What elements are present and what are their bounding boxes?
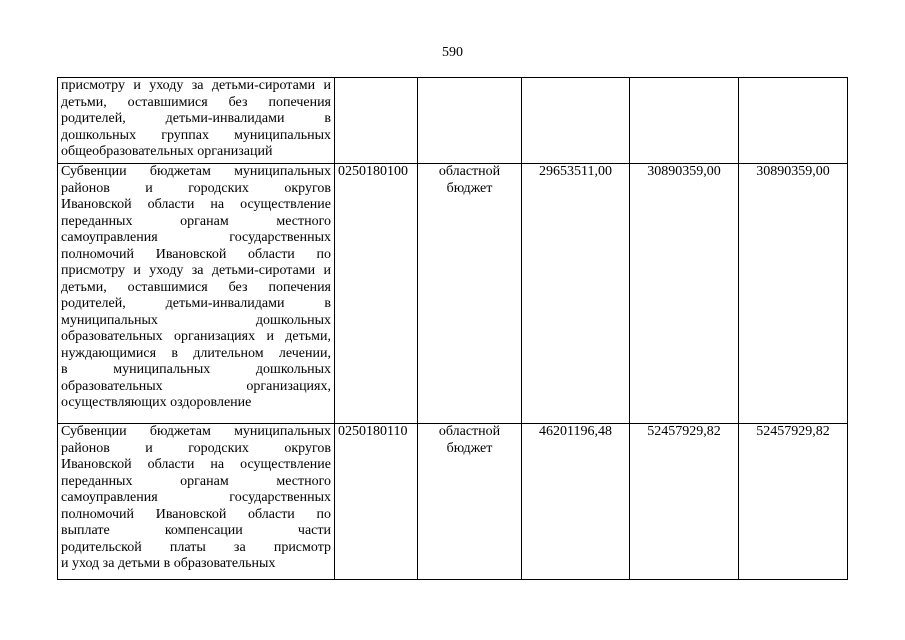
cell-name-line: в муниципальных дошкольных	[61, 362, 331, 377]
cell-name-line: образовательных организациях и детьми,	[61, 329, 331, 344]
cell-code: 0250180110	[335, 424, 418, 580]
page-number: 590	[442, 45, 463, 60]
cell-name-line: и уход за детьми в образовательных	[61, 556, 276, 571]
cell-name-line: Ивановской области на осуществление	[61, 197, 331, 212]
cell-budget-source	[418, 78, 522, 164]
cell-name	[58, 164, 335, 424]
cell-amount-3: 52457929,82	[739, 424, 848, 580]
cell-name-line: присмотру и уходу за детьми-сиротами и	[61, 78, 331, 93]
table-row	[58, 164, 848, 424]
cell-name-line: самоуправления государственных	[61, 490, 331, 505]
cell-code	[335, 78, 418, 164]
cell-name-line: детьми, оставшимися без попечения	[61, 94, 331, 110]
cell-name-line: детьми, оставшимися без попечения	[61, 279, 331, 295]
cell-name-line: родительской платы за присмотр	[61, 539, 331, 555]
cell-amount-2: 52457929,82	[630, 424, 739, 580]
cell-name-line: Субвенции бюджетам муниципальных	[61, 424, 331, 439]
cell-name-line: районов и городских округов	[61, 180, 331, 196]
budget-table	[57, 77, 848, 580]
cell-name-line: дошкольных группах муниципальных	[61, 127, 331, 143]
cell-amount-3	[739, 78, 848, 164]
cell-budget-source: областной бюджет	[418, 424, 522, 580]
cell-name-line: муниципальных дошкольных	[61, 312, 331, 328]
table-row	[58, 424, 848, 580]
cell-name-line: переданных органам местного	[61, 213, 331, 229]
cell-amount-2	[630, 78, 739, 164]
cell-name-line: районов и городских округов	[61, 440, 331, 456]
cell-name-line: родителей, детьми-инвалидами в	[61, 296, 331, 311]
cell-name-line: осуществляющих оздоровление	[61, 395, 252, 410]
cell-name-line: общеобразовательных организаций	[61, 144, 273, 159]
cell-name-line: нуждающимися в длительном лечении,	[61, 345, 331, 361]
cell-amount-1	[522, 78, 630, 164]
cell-name-line: полномочий Ивановской области по	[61, 506, 331, 522]
cell-name	[58, 424, 335, 580]
cell-name-line: образовательных организациях,	[61, 378, 331, 394]
cell-name	[58, 78, 335, 164]
cell-amount-3: 30890359,00	[739, 164, 848, 424]
cell-amount-2: 30890359,00	[630, 164, 739, 424]
cell-budget-source: областной бюджет	[418, 164, 522, 424]
cell-name-line: Ивановской области на осуществление	[61, 457, 331, 472]
table-row	[58, 78, 848, 164]
cell-code: 0250180100	[335, 164, 418, 424]
cell-name-line: выплате компенсации части	[61, 523, 331, 538]
table-body	[58, 78, 848, 580]
cell-name-line: самоуправления государственных	[61, 230, 331, 245]
cell-name-line: полномочий Ивановской области по	[61, 246, 331, 262]
cell-amount-1: 46201196,48	[522, 424, 630, 580]
cell-name-line: Субвенции бюджетам муниципальных	[61, 164, 331, 179]
cell-name-line: присмотру и уходу за детьми-сиротами и	[61, 263, 331, 278]
cell-name-line: родителей, детьми-инвалидами в	[61, 111, 331, 126]
cell-name-line: переданных органам местного	[61, 473, 331, 489]
cell-amount-1: 29653511,00	[522, 164, 630, 424]
